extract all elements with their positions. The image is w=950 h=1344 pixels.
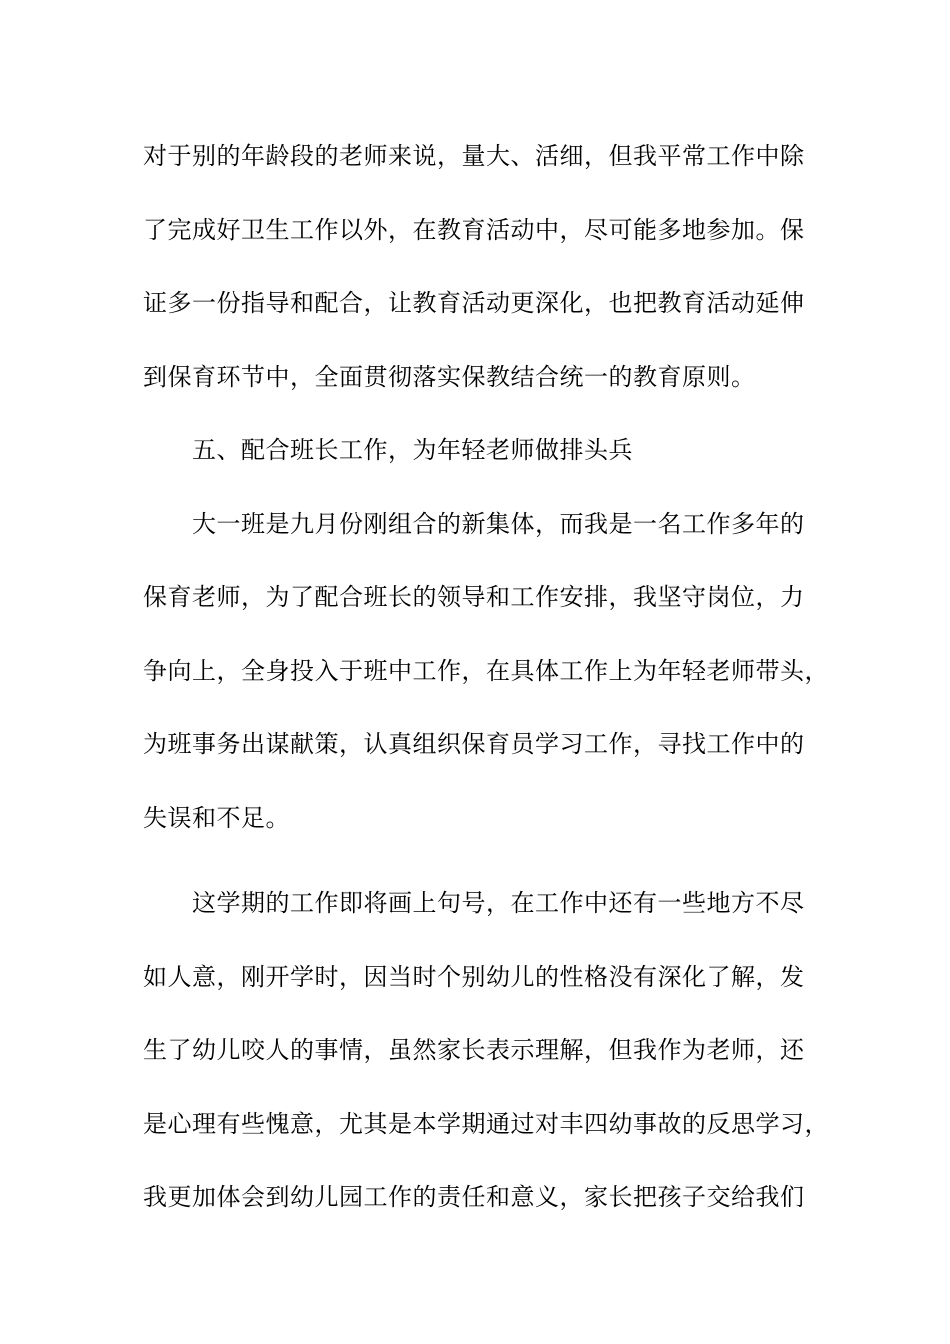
paragraph-line: 争向上，全身投入于班中工作，在具体工作上为年轻老师带头， [143, 656, 829, 685]
paragraph-line: 对于别的年龄段的老师来说，量大、活细，但我平常工作中除 [143, 142, 805, 170]
paragraph-line: 生了幼儿咬人的事情，虽然家长表示理解，但我作为老师，还 [143, 1036, 805, 1064]
paragraph-line: 了完成好卫生工作以外，在教育活动中，尽可能多地参加。保 [143, 215, 805, 244]
paragraph-line: 是心理有些愧意，尤其是本学期通过对丰四幼事故的反思学习， [143, 1109, 829, 1138]
paragraph-line: 保育老师，为了配合班长的领导和工作安排，我坚守岗位，力 [143, 583, 805, 611]
paragraph-line: 失误和不足。 [143, 803, 290, 832]
paragraph-line: 到保育环节中，全面贯彻落实保教结合统一的教育原则。 [143, 362, 756, 391]
paragraph-line: 证多一份指导和配合，让教育活动更深化，也把教育活动延伸 [143, 289, 805, 317]
section-heading: 五、配合班长工作，为年轻老师做排头兵 [192, 436, 633, 464]
paragraph-line: 大一班是九月份刚组合的新集体，而我是一名工作多年的 [192, 509, 805, 538]
paragraph-line: 这学期的工作即将画上句号，在工作中还有一些地方不尽 [192, 889, 805, 917]
paragraph-line: 我更加体会到幼儿园工作的责任和意义，家长把孩子交给我们 [143, 1183, 805, 1211]
paragraph-line: 为班事务出谋献策，认真组织保育员学习工作，寻找工作中的 [143, 730, 805, 758]
document-body [143, 128, 829, 1243]
paragraph-gap [143, 863, 823, 875]
paragraph-line: 如人意，刚开学时，因当时个别幼儿的性格没有深化了解，发 [143, 962, 805, 991]
